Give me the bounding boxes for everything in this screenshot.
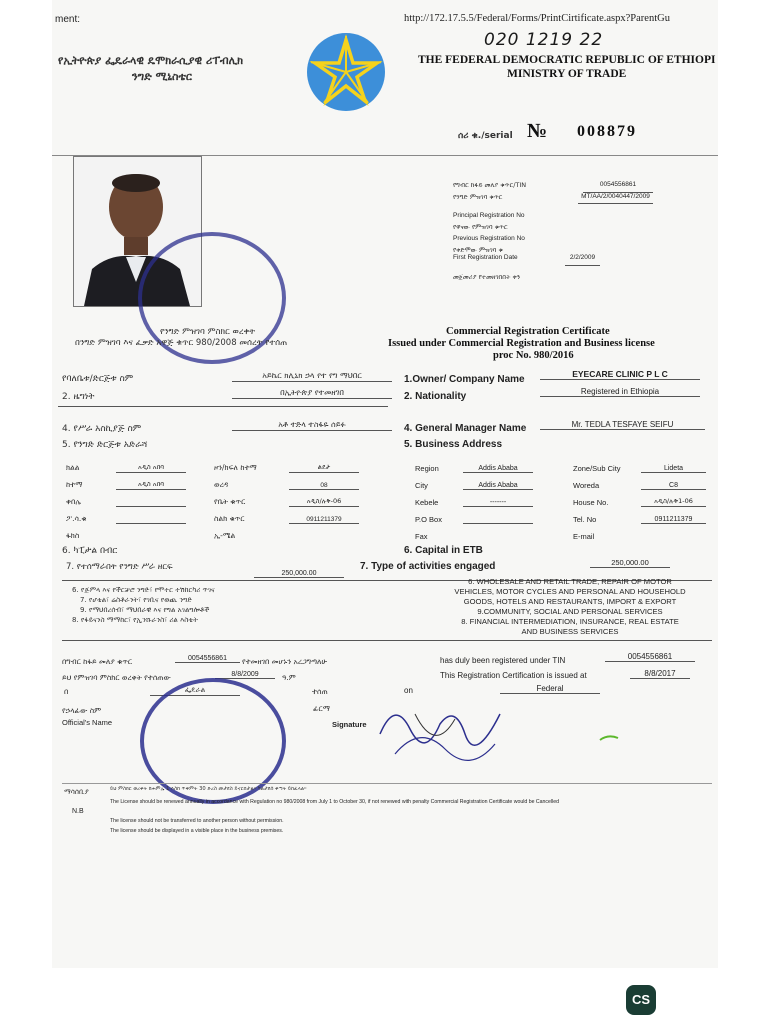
registry-value: MT/AA/2/0040447/2009 — [578, 193, 653, 205]
on-en-label: on — [404, 686, 413, 695]
registry-label: Previous Registration No — [453, 235, 525, 242]
signature-am-label: ፊርማ — [313, 704, 330, 713]
manager-am-label: 4. የሥራ አስኪያጅ ስም — [62, 424, 142, 434]
print-header-label: ment: — [55, 14, 81, 25]
registry-label: የዋናው የምዝገባ ቁጥር — [453, 222, 508, 231]
activities-en-list — [420, 577, 720, 637]
serial-number: 008879 — [577, 123, 637, 140]
on-am-suffix: ተሰጠ — [312, 687, 328, 696]
notes-block — [110, 786, 710, 838]
certificate-title-en-2: Issued under Commercial Registration and Business license — [388, 338, 655, 349]
activity-am-item: 7. የሆቴል፣ ሬስቶራንት፣ የገቢና የወጪ ንግድ — [80, 596, 193, 604]
certificate-title-am-2: በንግድ ምዝገባ እና ፈቃድ አዋጅ ቁጥር 980/2008 መሰረት የተሰጠ — [75, 338, 288, 348]
issued-am-date: 8/8/2009 — [215, 671, 275, 679]
capital-value: 250,000.00 — [590, 558, 670, 568]
note-item: The License should be renewed annually in accordance with Regulation no 980/2008 from July 1 to October 30, if not renewed with penalty Commercial Registration Certificate would be Cancelled — [110, 799, 559, 805]
manager-value: Mr. TEDLA TESFAYE SEIFU — [540, 420, 705, 430]
official-name-label: Official's Name — [62, 718, 113, 727]
tin-am-suffix: የተመዘገበ መሆኑን አረጋግጣለሁ — [242, 657, 327, 666]
address-en-grid — [415, 456, 715, 541]
official-name-am-label: የኃላፊው ስም — [62, 706, 102, 715]
activities-am-list — [72, 586, 372, 626]
capital-label: 6. Capital in ETB — [404, 545, 483, 556]
address-en-value: አዲስ/ሉቅ1-06 — [641, 497, 706, 507]
place-en: Federal — [500, 684, 600, 694]
activity-en-item: GOODS, HOTELS AND RESTAURANTS, IMPORT & EXPORT — [463, 597, 677, 606]
registry-label: Principal Registration No — [453, 212, 525, 219]
address-label: 5. Business Address — [404, 439, 503, 450]
activities-label: 7. Type of activities engaged — [360, 561, 496, 572]
english-title-line-1: THE FEDERAL DEMOCRATIC REPUBLIC OF ETHIOPI — [418, 54, 716, 66]
activity-am-item: 8. የፋይናንስ ማማከር፣ የኢንሹራንስ፣ ሪል እስቴት — [72, 616, 198, 624]
registry-label: መጀመሪያ የተመዘገበበት ቀን — [453, 272, 521, 281]
address-am-value: አዲስ/ሉቅ-06 — [289, 497, 359, 507]
signature-label: Signature — [332, 720, 367, 729]
address-am-label: ወረዳ — [214, 480, 229, 489]
activities-am-label: 7. የተሰማራበት የንግድ ሥራ ዘርፍ — [66, 562, 173, 572]
amharic-title-line-2: ንግድ ሚኒስቴር — [132, 70, 192, 83]
address-am-grid — [66, 456, 386, 541]
registry-label: First Registration Date — [453, 254, 518, 261]
activity-en-item: VEHICLES, MOTOR CYCLES AND PERSONAL AND HOUSEHOLD — [454, 587, 686, 596]
tin-am-text: በግብር ከፋይ መለያ ቁጥር — [62, 657, 133, 666]
owner-name-am-label: የባለቤቱ/ድርጅቱ ስም — [62, 374, 134, 384]
address-am-label: የቤት ቁጥር — [214, 497, 246, 506]
registry-label: የንግድ ምዝገባ ቁጥር — [453, 192, 503, 201]
address-am-label: ፖ.ሳ.ቁ — [66, 514, 87, 523]
address-en-label: Zone/Sub City — [573, 464, 621, 473]
address-en-value: Lideta — [641, 465, 706, 473]
owner-name-value: EYECARE CLINIC P L C — [540, 369, 700, 380]
handwritten-code: 020 1219 22 — [484, 30, 604, 50]
signature-scribble — [375, 694, 505, 774]
address-en-value: Addis Ababa — [463, 482, 533, 490]
address-en-label: Kebele — [415, 498, 439, 507]
registry-label: የግብር ከፋይ መለያ ቁጥር/TIN — [453, 181, 527, 189]
nationality-label: 2. Nationality — [404, 391, 467, 402]
issued-en-date: 8/8/2017 — [630, 669, 690, 679]
address-en-label: House No. — [573, 498, 609, 507]
manager-am-value: አቶ ተድላ ተስፋዬ ሰይፉ — [232, 420, 392, 431]
address-en-label: P.O Box — [415, 515, 442, 524]
english-title-line-2: MINISTRY OF TRADE — [507, 68, 627, 80]
address-en-value: 0911211379 — [641, 516, 706, 524]
address-am-label: ፋክስ — [66, 531, 80, 540]
address-am-value: 08 — [289, 482, 359, 490]
address-am-value: ልደታ — [289, 463, 359, 473]
certificate-title-am-1: የንግድ ምዝገባ ምስክር ወረቀት — [160, 327, 256, 337]
capital-am-value: 250,000.00 — [254, 570, 344, 578]
owner-name-label: 1.Owner/ Company Name — [404, 374, 525, 385]
address-en-value: ------- — [463, 499, 533, 507]
activity-en-item: 9.COMMUNITY, SOCIAL AND PERSONAL SERVICES — [477, 607, 663, 616]
nationality-am-value: በኢትዮጵያ የተመዘገበ — [232, 388, 392, 399]
address-am-label: ከተማ — [66, 480, 83, 489]
green-mark — [598, 732, 620, 744]
activity-en-item: 6. WHOLESALE AND RETAIL TRADE, REPAIR OF MOTOR — [468, 577, 672, 586]
address-am-label: ዞን/ክፍለ ከተማ — [214, 463, 257, 472]
print-header-url: http://172.17.5.5/Federal/Forms/PrintCirtificate.aspx?ParentGu — [404, 13, 670, 24]
address-en-label: Region — [415, 464, 439, 473]
registry-value: 2/2/2009 — [565, 254, 600, 266]
address-am-label: ስልክ ቁጥር — [214, 514, 245, 523]
address-am-label: 5. የንግድ ድርጅቱ አድራሻ — [62, 440, 148, 450]
address-am-value: አዲስ አበባ — [116, 480, 186, 490]
tin-en-value: 0054556861 — [605, 652, 695, 662]
manager-label: 4. General Manager Name — [404, 423, 527, 434]
issued-en-text: This Registration Certification is issued at — [440, 671, 587, 680]
activity-en-item: AND BUSINESS SERVICES — [521, 627, 619, 636]
activity-am-item: 6. የጅምላ እና የችርቻሮ ንግድ፣ የሞተር ተሽከርካሪ ጥገና — [72, 586, 215, 594]
capital-am-label: 6. ካፒታል በብር — [62, 546, 118, 556]
certificate-title-en-1: Commercial Registration Certificate — [446, 326, 610, 337]
camscanner-badge: CS — [626, 985, 656, 1015]
address-am-label: ቀበሌ — [66, 497, 81, 506]
nationality-am-label: 2. ዜግነት — [62, 392, 95, 402]
owner-name-am-value: አይኬር ክሊኒክ ኃላ የተ የግ ማህበር — [232, 371, 392, 382]
note-item: The license should be displayed in a visible place in the business premises. — [110, 828, 284, 834]
note-en-label: N.B — [72, 808, 84, 815]
note-item: The license should not be transferred to another person without permission. — [110, 818, 284, 824]
nationality-value: Registered in Ethiopia — [540, 387, 700, 397]
note-item: ይህ ምስክር ወረቀት ከሐምሌ 1 እስከ ጥቅምት 30 ድረስ መታደስ ይኖርበታል። ካልታደሰ ቅጣት ይከፈላል። — [110, 786, 307, 792]
issued-am-text: ይህ የምዝገባ ምስክር ወረቀት የተሰጠው — [62, 673, 171, 682]
registry-value: 0054556861 — [583, 181, 653, 193]
address-en-label: City — [415, 481, 428, 490]
registry-label: የቀድሞው ምዝገባ ቁ — [453, 245, 503, 254]
note-am-label: ማሳሰቢያ — [64, 788, 89, 796]
place-am: ፌዴራል — [150, 686, 240, 696]
address-en-label: E-mail — [573, 532, 595, 541]
address-en-label: Fax — [415, 532, 428, 541]
ethiopian-emblem-icon — [305, 31, 387, 113]
address-en-value: C8 — [641, 482, 706, 490]
certificate-title-en-3: proc No. 980/2016 — [493, 350, 574, 361]
address-am-label: ኢ-ሜል — [214, 531, 236, 540]
tin-am-value: 0054556861 — [175, 655, 240, 663]
on-am-label: በ — [64, 687, 69, 696]
address-am-value — [116, 523, 186, 524]
amharic-title-line-1: የኢትዮጵያ ፌዴራላዊ ዴሞክራሲያዊ ሪፐብሊክ — [58, 54, 244, 67]
address-am-value: 0911211379 — [289, 516, 359, 524]
address-en-value: Addis Ababa — [463, 465, 533, 473]
address-en-label: Tel. No — [573, 515, 597, 524]
tin-en-text: has duly been registered under TIN — [440, 656, 566, 665]
issued-am-suffix: ዓ.ም — [282, 673, 296, 682]
address-am-value: አዲስ አበባ — [116, 463, 186, 473]
serial-symbol: № — [527, 120, 548, 142]
activity-am-item: 9. የማህበረሰብ፣ ማህበራዊ እና የግል አገልግሎቶች — [80, 606, 210, 614]
address-en-label: Woreda — [573, 481, 600, 490]
address-en-value — [463, 523, 533, 524]
serial-label: ሰሪ ቁ./serial — [458, 131, 513, 141]
address-am-label: ክልል — [66, 463, 80, 472]
activity-en-item: 8. FINANCIAL INTERMEDIATION, INSURANCE, REAL ESTATE — [461, 617, 679, 626]
address-am-value — [116, 506, 186, 507]
registry-info — [453, 181, 653, 281]
